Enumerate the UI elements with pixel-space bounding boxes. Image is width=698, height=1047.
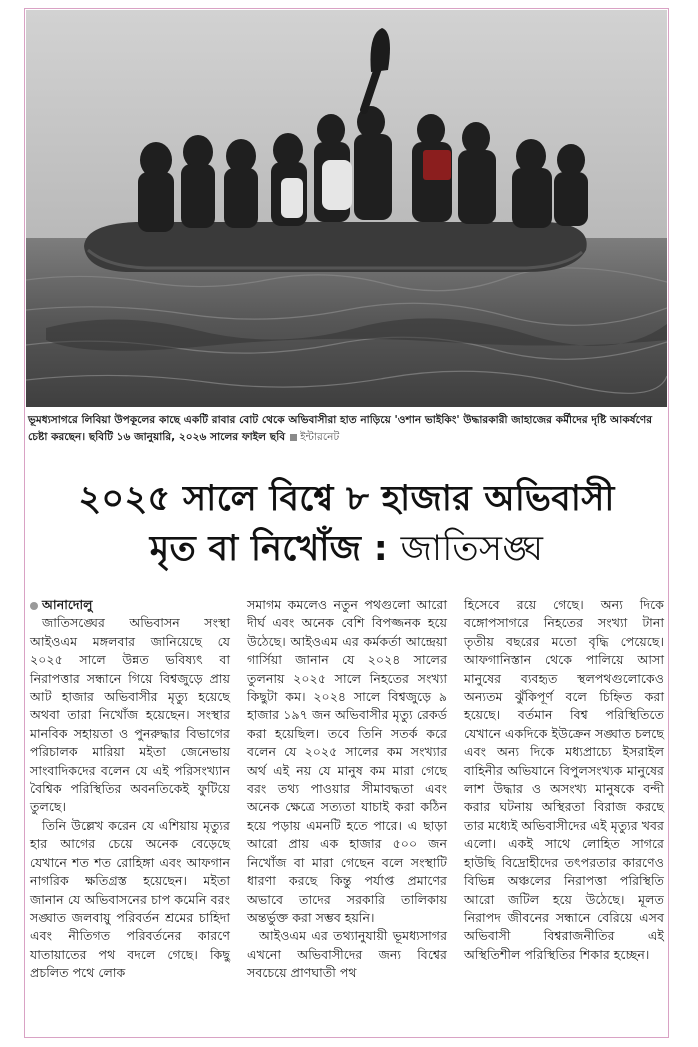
byline-text: আনাদোলু [42, 597, 93, 612]
column-3 [464, 596, 664, 964]
article-body [30, 596, 664, 1036]
paragraph: তিনি উল্লেখ করেন যে এশিয়ায় মৃত্যুর হার আগের চেয়ে অনেক বেড়েছে যেখানে শত শত রোহিঙ্গা এবং আফগান নাগরিক ক্ষতিগ্রস্ত হয়েছেন। মইতা জানান যে অভিবাসনের চাপ কমেনি বরং সঙ্ঘাত জলবায়ু পরিবর্তন শ্রমের চাহিদা এবং নীতিগত পরিবর্তনের কারণে যাতায়াতের পথ বদলে গেছে। কিছু প্রচলিত পথে লোক [30, 817, 230, 981]
paragraph: হিসেবে রয়ে গেছে। অন্য দিকে বঙ্গোপসাগরে নিহতের সংখ্যা টানা তৃতীয় বছরের মতো বৃদ্ধি পেয়েছে। আফগানিস্তান থেকে পালিয়ে আসা মানুষের ব্যবহৃত স্থলপথগুলোকেও অন্যতম ঝুঁকিপূর্ণ বলে চিহ্নিত করা হয়েছে। বর্তমান বিশ্ব পরিস্থিতিতে যেখানে একদিকে ইউক্রেন সঙ্ঘাত চলছে এবং অন্য দিকে মধ্যপ্রাচ্যে ইসরাইল বাহিনীর অভিযানে বিপুলসংখ্যক মানুষের লাশ উদ্ধার ও অসংখ্য মানুষকে বন্দী করার ঘটনায় অস্থিরতা বিরাজ করছে তার মধ্যেই অভিবাসীদের এই মৃত্যুর খবর এলো। একই সাথে লোহিত সাগরে হাউছি বিদ্রোহীদের তৎপরতার কারণেও বিভিন্ন অঞ্চলের নিরাপত্তা পরিস্থিতি আরো জটিল হয়ে উঠেছে। মূলত নিরাপদ জীবনের সন্ধানে বেরিয়ে এসব অভিবাসী বিশ্বরাজনীতির এই অস্থিতিশীল পরিস্থিতির শিকার হচ্ছেন। [464, 597, 664, 962]
paragraph: জাতিসঙ্ঘের অভিবাসন সংস্থা আইওএম মঙ্গলবার জানিয়েছে যে ২০২৫ সালে উন্নত ভবিষ্যৎ বা নিরাপত্তার সন্ধানে গিয়ে বিশ্বজুড়ে প্রায় আট হাজার অভিবাসীর মৃত্যু হয়েছে অথবা তারা নিখোঁজ হয়েছেন। সংস্থার মানবিক সহায়তা ও পুনরুদ্ধার বিভাগের পরিচালক মারিয়া মইতা জেনেভায় সাংবাদিকদের বলেন যে এই পরিসংখ্যান বৈশ্বিক পরিস্থিতির অবনতিকেই ফুটিয়ে তুলছে। [30, 615, 230, 815]
headline-source: জাতিসঙ্ঘ [400, 529, 544, 569]
credit-square-icon [290, 434, 297, 441]
headline-line-1: ২০২৫ সালে বিশ্বে ৮ হাজার অভিবাসী [78, 479, 615, 519]
byline-dot-icon [30, 602, 38, 610]
migrant-boat-illustration [26, 10, 667, 407]
column-2 [247, 596, 447, 983]
headline [26, 474, 667, 574]
byline [30, 596, 230, 614]
caption-text: ভূমধ্যসাগরে লিবিয়া উপকূলের কাছে একটি রাবার বোট থেকে অভিবাসীরা হাত নাড়িয়ে 'ওশান ভাইকিং' উদ্ধারকারী জাহাজের কর্মীদের দৃষ্টি আকর্ষণের চেষ্টা করছেন। ছবিটি ১৬ জানুয়ারি, ২০২৬ সালের ফাইল ছবি [28, 414, 653, 443]
photo-caption [28, 412, 665, 446]
article-photo [26, 10, 667, 407]
caption-credit: ইন্টারনেট [300, 431, 340, 443]
headline-line-2-main: মৃত বা নিখোঁজ : [149, 529, 389, 569]
column-1 [30, 596, 230, 983]
paragraph: সমাগম কমলেও নতুন পথগুলো আরো দীর্ঘ এবং অনেক বেশি বিপজ্জনক হয়ে উঠেছে। আইওএম এর কর্মকর্তা আন্দ্রেয়া গার্সিয়া জানান যে ২০২৪ সালের তুলনায় ২০২৫ সালে নিহতের সংখ্যা কিছুটা কম। ২০২৪ সালে বিশ্বজুড়ে ৯ হাজার ১৯৭ জন অভিবাসীর মৃত্যু রেকর্ড করা হয়েছিল। তবে তিনি সতর্ক করে বলেন যে ২০২৫ সালের কম সংখ্যার অর্থ এই নয় যে মানুষ কম মারা গেছে বরং তথ্য পাওয়ার সীমাবদ্ধতা এবং অনেক ক্ষেত্রে সত্যতা যাচাই করা কঠিন হয়ে পড়ায় এমনটি হতে পারে। এ ছাড়া আরো প্রায় এক হাজার ৫০০ জন নিখোঁজ বা মারা গেছেন বলে সংস্থাটি ধারণা করছে কিন্তু পর্যাপ্ত প্রমাণের অভাবে তাদের সরকারি তালিকায় অন্তর্ভুক্ত করা সম্ভব হয়নি। [247, 597, 447, 925]
headline-line-2 [26, 524, 667, 574]
paragraph: আইওএম এর তথ্যানুযায়ী ভূমধ্যসাগর এখনো অভিবাসীদের জন্য বিশ্বের সবচেয়ে প্রাণঘাতী পথ [247, 928, 447, 981]
